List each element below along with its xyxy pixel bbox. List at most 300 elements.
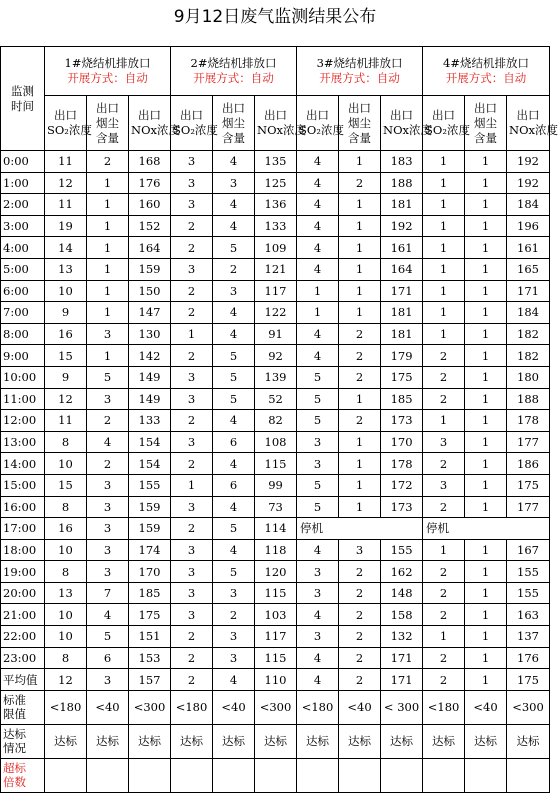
value-cell: 173: [381, 410, 423, 432]
value-cell: 2: [423, 647, 465, 669]
value-cell: 3: [171, 561, 213, 583]
dust-header: [339, 96, 381, 151]
value-cell: 4: [213, 496, 255, 518]
value-cell: 188: [381, 172, 423, 194]
value-cell: 1: [87, 302, 129, 324]
average-cell: 4: [297, 669, 339, 691]
table-row: [1, 518, 550, 540]
dust-header: [87, 96, 129, 151]
value-cell: 2: [423, 366, 465, 388]
value-cell: 118: [255, 539, 297, 561]
value-cell: 172: [381, 474, 423, 496]
value-cell: 1: [87, 345, 129, 367]
value-cell: 160: [129, 194, 171, 216]
value-cell: 1: [465, 237, 507, 259]
value-cell: 2: [423, 582, 465, 604]
dust-header: [213, 96, 255, 151]
value-cell: 1: [339, 474, 381, 496]
value-cell: 3: [297, 431, 339, 453]
table-row: [1, 258, 550, 280]
value-cell: 179: [381, 345, 423, 367]
value-cell: 2: [339, 582, 381, 604]
value-cell: 2: [213, 604, 255, 626]
value-cell: 1: [339, 388, 381, 410]
value-cell: 108: [255, 431, 297, 453]
value-cell: 1: [423, 172, 465, 194]
time-cell: 10:00: [1, 366, 45, 388]
value-cell: 2: [339, 626, 381, 648]
value-cell: 5: [87, 626, 129, 648]
value-cell: 168: [129, 151, 171, 173]
exceed-row: [1, 758, 550, 792]
value-cell: 82: [255, 410, 297, 432]
limit-row-label-line1: 标准: [3, 693, 26, 708]
value-cell: 2: [339, 647, 381, 669]
value-cell: 92: [255, 345, 297, 367]
value-cell: 158: [381, 604, 423, 626]
value-cell: 1: [87, 194, 129, 216]
compliance-row-label: [1, 724, 45, 758]
value-cell: 3: [171, 194, 213, 216]
value-cell: 192: [507, 172, 550, 194]
so2-header-line: SO₂浓度: [47, 123, 92, 137]
value-cell: 2: [213, 258, 255, 280]
value-cell: 11: [45, 151, 87, 173]
limit-cell: <40: [87, 690, 129, 724]
value-cell: 161: [381, 237, 423, 259]
value-cell: 9: [45, 302, 87, 324]
value-cell: 1: [465, 280, 507, 302]
value-cell: 165: [507, 258, 550, 280]
average-cell: 175: [507, 669, 550, 691]
limit-cell: <40: [213, 690, 255, 724]
value-cell: 4: [297, 194, 339, 216]
value-cell: 133: [255, 215, 297, 237]
value-cell: 3: [171, 604, 213, 626]
value-cell: 117: [255, 626, 297, 648]
compliance-row: [1, 724, 550, 758]
value-cell: 1: [465, 431, 507, 453]
dust-header-line: 烟尘: [474, 115, 498, 130]
value-cell: 5: [87, 366, 129, 388]
value-cell: 2: [339, 604, 381, 626]
value-cell: 178: [381, 453, 423, 475]
value-cell: 2: [87, 151, 129, 173]
value-cell: 11: [45, 410, 87, 432]
so2-header-line: SO₂浓度: [299, 123, 344, 137]
value-cell: 171: [381, 280, 423, 302]
value-cell: 4: [213, 194, 255, 216]
value-cell: 4: [213, 215, 255, 237]
dust-header-line: 烟尘: [222, 115, 246, 130]
value-cell: 2: [171, 453, 213, 475]
dust-header-line: 出口: [474, 100, 498, 115]
outlet-1-header: [45, 47, 171, 96]
value-cell: 192: [507, 151, 550, 173]
value-cell: 3: [171, 496, 213, 518]
exceed-cell: [45, 758, 87, 792]
value-cell: 3: [171, 151, 213, 173]
value-cell: 5: [297, 388, 339, 410]
page-title: 9月12日废气监测结果公布: [173, 7, 377, 27]
value-cell: 192: [381, 215, 423, 237]
compliance-row-label-line2: 情况: [3, 741, 26, 756]
value-cell: 1: [339, 151, 381, 173]
value-cell: 149: [129, 366, 171, 388]
value-cell: 2: [339, 172, 381, 194]
value-cell: 4: [297, 323, 339, 345]
table-row: [1, 345, 550, 367]
average-label: 平均值: [1, 669, 45, 691]
value-cell: 6: [213, 474, 255, 496]
limit-row: [1, 690, 550, 724]
value-cell: 3: [171, 366, 213, 388]
value-cell: 1: [87, 258, 129, 280]
value-cell: 161: [507, 237, 550, 259]
so2-header-line: SO₂浓度: [173, 123, 218, 137]
value-cell: 155: [507, 561, 550, 583]
value-cell: 1: [465, 496, 507, 518]
table-row: [1, 215, 550, 237]
table-row: [1, 453, 550, 475]
average-row: [1, 669, 550, 691]
value-cell: 153: [129, 647, 171, 669]
value-cell: 3: [87, 474, 129, 496]
value-cell: 5: [297, 474, 339, 496]
so2-header: [297, 96, 344, 151]
table-row: [1, 626, 550, 648]
value-cell: 182: [507, 323, 550, 345]
value-cell: 3: [213, 626, 255, 648]
time-cell: 15:00: [1, 474, 45, 496]
outlet-2-header: [171, 47, 297, 96]
value-cell: 170: [129, 561, 171, 583]
value-cell: 1: [339, 302, 381, 324]
exceed-cell: [255, 758, 297, 792]
value-cell: 1: [87, 172, 129, 194]
value-cell: 3: [213, 647, 255, 669]
value-cell: 175: [129, 604, 171, 626]
exceed-row-label: [1, 758, 45, 792]
value-cell: 4: [297, 604, 339, 626]
value-cell: 19: [45, 215, 87, 237]
value-cell: 1: [465, 604, 507, 626]
value-cell: 1: [423, 215, 465, 237]
value-cell: 2: [423, 345, 465, 367]
compliance-cell: 达标: [129, 724, 171, 758]
time-cell: 19:00: [1, 561, 45, 583]
value-cell: 170: [381, 431, 423, 453]
time-cell: 1:00: [1, 172, 45, 194]
monitoring-table: [0, 46, 558, 793]
value-cell: 1: [87, 215, 129, 237]
table-row: [1, 280, 550, 302]
value-cell: 154: [129, 453, 171, 475]
value-cell: 4: [297, 258, 339, 280]
limit-row-label-line2: 限值: [3, 707, 26, 722]
value-cell: 9: [45, 366, 87, 388]
value-cell: 174: [129, 539, 171, 561]
time-cell: 7:00: [1, 302, 45, 324]
value-cell: 8: [45, 647, 87, 669]
value-cell: 10: [45, 453, 87, 475]
value-cell: 1: [339, 280, 381, 302]
value-cell: 137: [507, 626, 550, 648]
value-cell: 184: [507, 302, 550, 324]
value-cell: 1: [423, 194, 465, 216]
table-row: [1, 431, 550, 453]
value-cell: 181: [381, 302, 423, 324]
value-cell: 1: [339, 431, 381, 453]
value-cell: 125: [255, 172, 297, 194]
average-cell: 2: [339, 669, 381, 691]
average-cell: 2: [423, 669, 465, 691]
value-cell: 10: [45, 280, 87, 302]
value-cell: 15: [45, 474, 87, 496]
value-cell: 178: [507, 410, 550, 432]
value-cell: 115: [255, 453, 297, 475]
value-cell: 5: [213, 518, 255, 540]
value-cell: 5: [213, 237, 255, 259]
value-cell: 5: [213, 345, 255, 367]
value-cell: 167: [507, 539, 550, 561]
time-cell: 2:00: [1, 194, 45, 216]
value-cell: 164: [381, 258, 423, 280]
value-cell: 91: [255, 323, 297, 345]
compliance-cell: 达标: [381, 724, 423, 758]
value-cell: 2: [171, 626, 213, 648]
exceed-row-label-line1: 超标: [3, 761, 26, 776]
value-cell: 1: [339, 496, 381, 518]
value-cell: 4: [213, 302, 255, 324]
value-cell: 4: [87, 604, 129, 626]
value-cell: 16: [45, 323, 87, 345]
value-cell: 2: [423, 388, 465, 410]
dust-header-line: 出口: [222, 100, 246, 115]
value-cell: 3: [87, 388, 129, 410]
time-cell: 16:00: [1, 496, 45, 518]
dust-header: [465, 96, 507, 151]
average-cell: 171: [381, 669, 423, 691]
value-cell: 5: [213, 366, 255, 388]
value-cell: 109: [255, 237, 297, 259]
value-cell: 159: [129, 496, 171, 518]
table-row: [1, 388, 550, 410]
exceed-cell: [507, 758, 550, 792]
value-cell: 73: [255, 496, 297, 518]
value-cell: 171: [507, 280, 550, 302]
exceed-cell: [381, 758, 423, 792]
value-cell: 1: [465, 582, 507, 604]
outlet-2-mode: 开展方式：自动: [193, 71, 274, 85]
so2-header: [423, 96, 470, 151]
value-cell: 177: [507, 431, 550, 453]
value-cell: 115: [255, 647, 297, 669]
dust-header-line: 含量: [348, 130, 372, 145]
value-cell: 2: [339, 410, 381, 432]
value-cell: 3: [171, 582, 213, 604]
value-cell: 3: [171, 258, 213, 280]
value-cell: 148: [381, 582, 423, 604]
nox-header-line: NOx浓度: [383, 123, 433, 137]
value-cell: 1: [465, 453, 507, 475]
value-cell: 3: [171, 431, 213, 453]
time-cell: 13:00: [1, 431, 45, 453]
compliance-cell: 达标: [255, 724, 297, 758]
average-cell: 2: [171, 669, 213, 691]
value-cell: 184: [507, 194, 550, 216]
value-cell: 142: [129, 345, 171, 367]
table-row: [1, 496, 550, 518]
value-cell: 4: [297, 345, 339, 367]
value-cell: 14: [45, 237, 87, 259]
dust-header-line: 出口: [348, 100, 372, 115]
value-cell: 154: [129, 431, 171, 453]
value-cell: 11: [45, 194, 87, 216]
average-cell: 3: [87, 669, 129, 691]
value-cell: 5: [213, 388, 255, 410]
value-cell: 1: [297, 302, 339, 324]
dust-header-line: 出口: [96, 100, 119, 115]
value-cell: 2: [171, 410, 213, 432]
compliance-cell: 达标: [87, 724, 129, 758]
limit-cell: <40: [339, 690, 381, 724]
value-cell: 3: [213, 582, 255, 604]
time-cell: 9:00: [1, 345, 45, 367]
value-cell: 10: [45, 604, 87, 626]
nox-header-line: NOx浓度: [131, 123, 180, 137]
value-cell: 173: [381, 496, 423, 518]
value-cell: 4: [213, 151, 255, 173]
value-cell: 2: [171, 518, 213, 540]
value-cell: 5: [297, 366, 339, 388]
value-cell: 183: [381, 151, 423, 173]
value-cell: 164: [129, 237, 171, 259]
value-cell: 8: [45, 431, 87, 453]
value-cell: 1: [465, 647, 507, 669]
average-cell: 157: [129, 669, 171, 691]
exceed-cell: [339, 758, 381, 792]
value-cell: 1: [465, 323, 507, 345]
limit-cell: <180: [423, 690, 465, 724]
exceed-cell: [171, 758, 213, 792]
limit-cell: <180: [297, 690, 339, 724]
value-cell: 1: [339, 194, 381, 216]
value-cell: 175: [381, 366, 423, 388]
value-cell: 151: [129, 626, 171, 648]
value-cell: 1: [465, 539, 507, 561]
value-cell: 4: [297, 647, 339, 669]
table-row: [1, 237, 550, 259]
value-cell: 188: [507, 388, 550, 410]
dust-header-line: 含量: [96, 130, 119, 145]
dust-header-line: 含量: [474, 130, 498, 145]
value-cell: 4: [297, 151, 339, 173]
exceed-cell: [423, 758, 465, 792]
time-cell: 5:00: [1, 258, 45, 280]
average-cell: 4: [213, 669, 255, 691]
value-cell: 185: [129, 582, 171, 604]
value-cell: 1: [423, 237, 465, 259]
value-cell: 1: [87, 280, 129, 302]
value-cell: 181: [381, 323, 423, 345]
compliance-cell: 达标: [171, 724, 213, 758]
value-cell: 4: [297, 237, 339, 259]
limit-cell: <300: [129, 690, 171, 724]
table-row: [1, 604, 550, 626]
time-cell: 8:00: [1, 323, 45, 345]
value-cell: 2: [171, 215, 213, 237]
value-cell: 3: [423, 474, 465, 496]
value-cell: 1: [465, 474, 507, 496]
limit-cell: <180: [45, 690, 87, 724]
value-cell: 1: [423, 151, 465, 173]
table-row: [1, 647, 550, 669]
table-row: [1, 194, 550, 216]
compliance-row-label-line1: 达标: [3, 727, 26, 742]
value-cell: 175: [507, 474, 550, 496]
compliance-cell: 达标: [213, 724, 255, 758]
exceed-cell: [129, 758, 171, 792]
value-cell: 2: [171, 237, 213, 259]
value-cell: 1: [423, 258, 465, 280]
table-row: [1, 151, 550, 173]
outlet-2-name: 2#烧结机排放口: [190, 56, 277, 70]
time-cell: 12:00: [1, 410, 45, 432]
value-cell: 4: [213, 539, 255, 561]
value-cell: 1: [465, 151, 507, 173]
value-cell: 4: [297, 172, 339, 194]
value-cell: 182: [507, 345, 550, 367]
time-header-line1: 监测: [11, 83, 34, 98]
value-cell: 1: [171, 323, 213, 345]
value-cell: 2: [423, 453, 465, 475]
value-cell: 135: [255, 151, 297, 173]
value-cell: 3: [87, 539, 129, 561]
time-cell: 23:00: [1, 647, 45, 669]
value-cell: 176: [129, 172, 171, 194]
value-cell: 3: [297, 561, 339, 583]
dust-header-line: 含量: [222, 130, 246, 145]
limit-cell: <300: [255, 690, 297, 724]
value-cell: 5: [297, 410, 339, 432]
table-row: [1, 302, 550, 324]
average-cell: 110: [255, 669, 297, 691]
value-cell: 136: [255, 194, 297, 216]
table-row: [1, 539, 550, 561]
value-cell: 4: [213, 323, 255, 345]
value-cell: 1: [465, 258, 507, 280]
so2-header-line: SO₂浓度: [425, 123, 470, 137]
nox-header: [129, 96, 180, 151]
value-cell: 3: [87, 518, 129, 540]
time-cell: 0:00: [1, 151, 45, 173]
value-cell: 120: [255, 561, 297, 583]
outlet-4-name: 4#烧结机排放口: [443, 56, 529, 70]
average-cell: 12: [45, 669, 87, 691]
value-cell: 3: [297, 626, 339, 648]
time-cell: 4:00: [1, 237, 45, 259]
compliance-cell: 达标: [465, 724, 507, 758]
value-cell: 10: [45, 626, 87, 648]
value-cell: 139: [255, 366, 297, 388]
value-cell: 176: [507, 647, 550, 669]
value-cell: 163: [507, 604, 550, 626]
exceed-cell: [87, 758, 129, 792]
value-cell: 8: [45, 496, 87, 518]
outlet-3-header: [297, 47, 423, 96]
value-cell: 1: [423, 539, 465, 561]
